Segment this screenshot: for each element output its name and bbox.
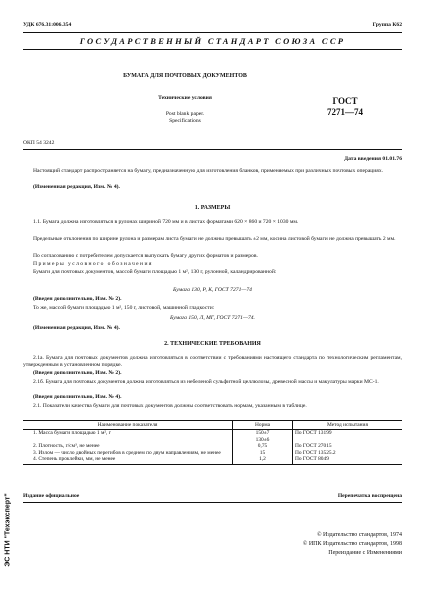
column-header-indicator: Наименование показателя (23, 421, 233, 430)
example-1-designation: Бумага 130, Р, К, ГОСТ 7271—74 (173, 287, 252, 293)
copyright-1974: © Издательство стандартов, 1974 (316, 532, 402, 538)
column-header-norm: Норма (233, 421, 293, 430)
clause-1-1: 1.1. Бумага должна изготовляться в рулонах шириной 720 мм и в листах форматами 620 × 860 и 720 × 1030 мм. (33, 219, 299, 225)
tolerance-paragraph: Предельные отклонения по ширине рулона и размерам листа бумаги не должны превышать ±2 мм, косина листовой бумаги не должна превышать 2 мм. (33, 236, 396, 242)
norm-cell: 0,75 (233, 443, 293, 449)
header-top-rule (23, 32, 402, 33)
reissue-note: Переиздание с Изменениями (328, 550, 402, 556)
introduction-date: Дата введения 01.01.76 (344, 156, 402, 162)
clause-2-1a-added-note: (Введен дополнительно, Изм. № 2). (33, 370, 122, 376)
clause-2-1b-added-note: (Введен дополнительно, Изм. № 4). (33, 394, 122, 400)
indicator-cell: 2. Плотность, г/см³, не менее (33, 443, 100, 450)
title-block-rule (23, 149, 402, 150)
method-cell: По ГОСТ 27015 (293, 443, 403, 449)
indicator-cell: 1. Масса бумаги площадью 1 м², г (33, 430, 111, 437)
side-stamp-text: ЭС НТИ "Техэксперт" (4, 493, 12, 567)
reprint-prohibited-label: Перепечатка воспрещена (337, 493, 402, 499)
clause-2-1b: 2.1б. Бумага для почтовых документов должна изготовляться из небеленой сульфитной целлюлозы, древесной массы и макулатуры марки МС-1. (33, 379, 379, 385)
custom-sizes-paragraph: По согласованию с потребителем допускается выпускать бумагу других форматов и размеров. (33, 253, 258, 259)
examples-heading: Примеры условного обозначения (33, 261, 153, 267)
indicator-cell: 4. Степень проклейки, мм, не менее (23, 456, 233, 465)
section-1-heading: 1. РАЗМЕРЫ (194, 205, 231, 211)
column-header-method: Метод испытания (293, 421, 403, 430)
method-cell: По ГОСТ 13525.2 (293, 450, 403, 456)
footer-rule (23, 502, 402, 503)
udk-code: УДК 676.31:006.354 (23, 22, 72, 28)
indicator-cell: 3. Излом — число двойных перегибов в среднем по двум направлениям, не менее (33, 449, 221, 456)
header-bottom-rule (23, 49, 402, 50)
norm-cell: 150±7 130±6 (233, 430, 293, 443)
group-code: Группа К62 (372, 22, 402, 28)
norm-cell: 1,2 (233, 456, 293, 465)
side-stamp (2, 482, 14, 578)
example-1-description: Бумаги для почтовых документов, массой бумаги площадью 1 м², 130 г, рулонной, каландрированной: (33, 269, 277, 275)
table-row (23, 430, 402, 443)
clause-2-1: 2.1. Показатели качества бумаги для почтовых документов должны соответствовать нормам, указанным в таблице. (33, 403, 307, 409)
method-cell: По ГОСТ 8049 (293, 456, 403, 465)
scope-paragraph: Настоящий стандарт распространяется на бумагу, предназначенную для изготовления бланков, применяемых при различных почтовых операциях. (33, 168, 384, 174)
norm-cell: 15 (233, 450, 293, 456)
official-edition-label: Издание официальное (23, 493, 80, 499)
example-2-designation: Бумага 150, Л, МГ, ГОСТ 7271—74. (170, 315, 255, 321)
gost-label: ГОСТ (332, 96, 358, 106)
okp-code: ОКП 54 3242 (23, 140, 55, 146)
table-header-row (23, 421, 402, 430)
document-subtitle: Технические условия (158, 95, 212, 101)
english-title-line1: Post blank paper. (165, 111, 205, 117)
example-1-added-note: (Введен дополнительно, Изм. № 2). (33, 296, 122, 302)
section-1-edit-note: (Измененная редакция, Изм. № 4). (33, 325, 120, 331)
standard-banner: ГОСУДАРСТВЕННЫЙ СТАНДАРТ СОЮЗА ССР (79, 36, 346, 46)
example-2-description: То же, массой бумаги площадью 1 м², 150 г, листовой, машинной гладкости: (33, 305, 215, 311)
section-2-heading: 2. ТЕХНИЧЕСКИЕ ТРЕБОВАНИЯ (164, 341, 261, 347)
gost-number: 7271—74 (327, 107, 363, 117)
quality-table (23, 420, 402, 465)
table-row (23, 456, 402, 465)
english-title-line2: Specifications (169, 118, 201, 124)
copyright-1998: © ИПК Издательство стандартов, 1998 (302, 541, 402, 547)
document-title: БУМАГА ДЛЯ ПОЧТОВЫХ ДОКУМЕНТОВ (123, 73, 247, 79)
method-cell: По ГОСТ 13199 (293, 430, 403, 443)
scope-edit-note: (Измененная редакция, Изм. № 4). (33, 184, 120, 190)
clause-2-1a: 2.1а. Бумага для почтовых документов должна изготовляться в соответствии с требованиями настоящего стандарта по технологическим регламентам, утвержденным в установленном порядке. (23, 355, 402, 368)
